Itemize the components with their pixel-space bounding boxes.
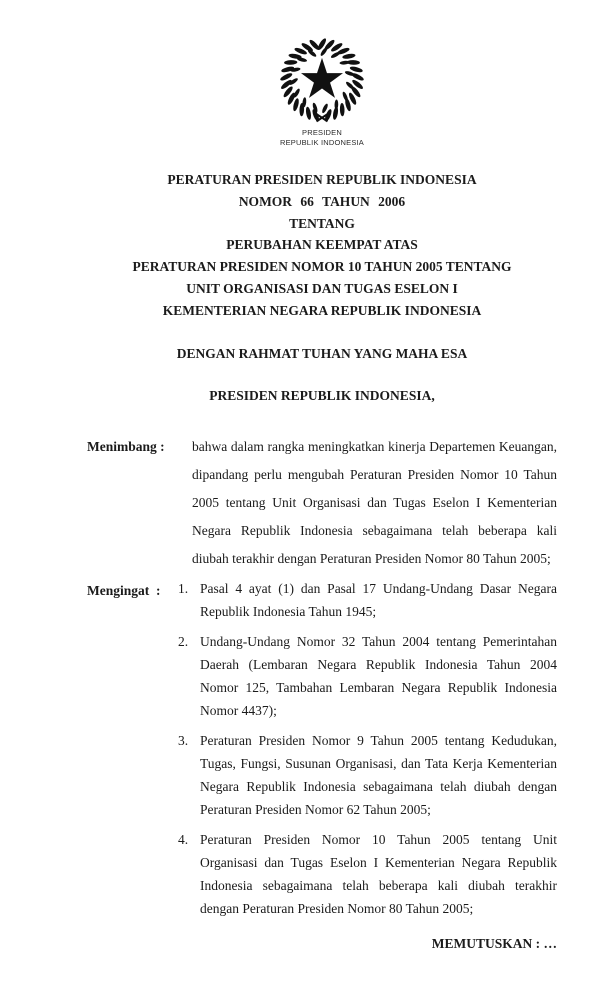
recalling-item-text: Undang-Undang Nomor 32 Tahun 2004 tentang Pemerintahan Daerah (Lembaran Negara Republik Indonesia Tahun 2004 Nomor 125, Tambahan Lembaran Negara Republik Indonesia Nomor 4437);	[200, 633, 557, 718]
document-title	[87, 169, 557, 322]
issuer-line: PRESIDEN REPUBLIK INDONESIA,	[209, 387, 435, 403]
recalling-list	[178, 577, 557, 927]
recalling-item	[178, 729, 557, 821]
title-line-tentang: TENTANG	[289, 215, 355, 231]
recalling-item-number: 4.	[178, 831, 189, 847]
title-line-regulation: PERATURAN PRESIDEN REPUBLIK INDONESIA	[167, 172, 477, 187]
recalling-item-text: Pasal 4 ayat (1) dan Pasal 17 Undang-Undang Dasar Negara Republik Indonesia Tahun 1945;	[200, 580, 557, 619]
considering-label: Menimbang :	[87, 438, 165, 454]
recalling-item-text: Peraturan Presiden Nomor 10 Tahun 2005 tentang Unit Organisasi dan Tugas Eselon I Kementerian Negara Republik Indonesia sebagaimana telah beberapa kali diubah terakhir dengan Peraturan Presiden Nomor 80 Tahun 2005;	[200, 831, 557, 916]
recalling-item	[178, 630, 557, 722]
presidential-seal	[87, 34, 557, 148]
title-line-subject-4: KEMENTERIAN NEGARA REPUBLIK INDONESIA	[162, 302, 482, 318]
star-icon	[301, 58, 343, 98]
invocation-line: DENGAN RAHMAT TUHAN YANG MAHA ESA	[176, 345, 468, 361]
title-line-subject-2: PERATURAN PRESIDEN NOMOR 10 TAHUN 2005 TENTANG	[132, 259, 512, 275]
document-content	[87, 34, 557, 955]
recalling-item-number: 3.	[178, 732, 189, 748]
recalling-item	[178, 577, 557, 623]
decision-line: MEMUTUSKAN : …	[431, 935, 557, 951]
recalling-label: Mengingat :	[87, 582, 161, 598]
seal-caption-line2: REPUBLIK INDONESIA	[279, 138, 365, 147]
recalling-item-text: Peraturan Presiden Nomor 9 Tahun 2005 tentang Kedudukan, Tugas, Fungsi, Susunan Organisasi, dan Tata Kerja Kementerian Negara Republik Indonesia sebagaimana telah diubah dengan Peraturan Presiden Nomor 62 Tahun 2005;	[200, 732, 557, 817]
seal-caption-line1: PRESIDEN	[302, 128, 342, 137]
title-line-subject-1: PERUBAHAN KEEMPAT ATAS	[226, 237, 418, 253]
considering-section	[87, 433, 557, 573]
title-line-subject-3: UNIT ORGANISASI DAN TUGAS ESELON I	[186, 280, 458, 296]
recalling-item	[178, 828, 557, 920]
recalling-item-number: 1.	[178, 580, 189, 596]
recalling-item-number: 2.	[178, 633, 189, 649]
title-line-number: NOMOR 66 TAHUN 2006	[238, 193, 406, 209]
star-wreath-seal-icon	[276, 34, 368, 126]
recalling-section	[87, 577, 557, 927]
seal-caption	[87, 128, 557, 148]
considering-text: bahwa dalam rangka meningkatkan kinerja Departemen Keuangan, dipandang perlu mengubah Peraturan Presiden Nomor 10 Tahun 2005 tentang Unit Organisasi dan Tugas Eselon I Kementerian Negara Republik Indonesia sebagaimana telah beberapa kali diubah terakhir dengan Peraturan Presiden Nomor 80 Tahun 2005;	[192, 438, 557, 566]
